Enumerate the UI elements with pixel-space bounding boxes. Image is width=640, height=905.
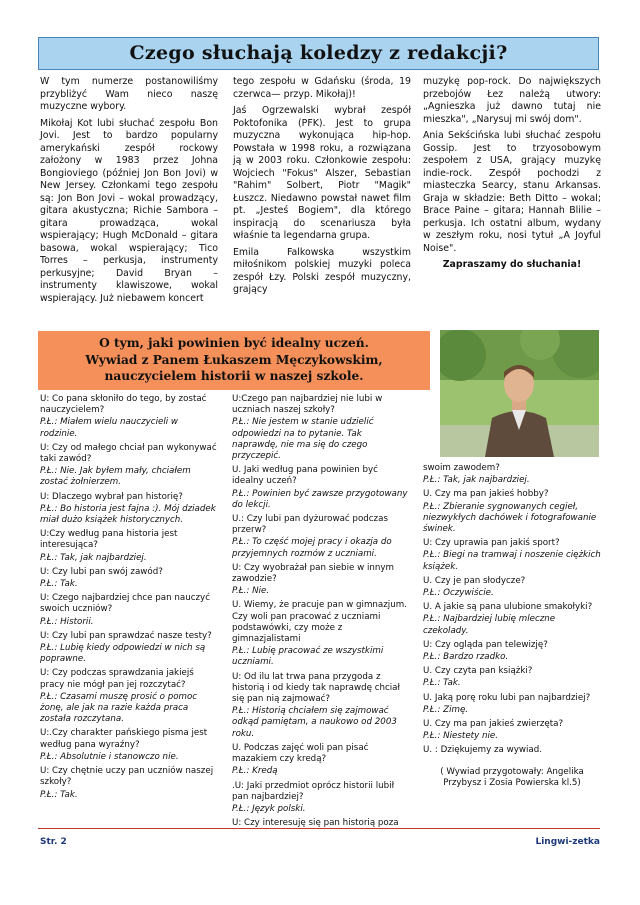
- teacher-photo-image: [440, 330, 599, 457]
- question: U:.Czy charakter pańskiego pisma jest według pana wyraźny?: [40, 728, 208, 750]
- question: U. Czy ma pan jakieś hobby?: [423, 489, 549, 500]
- closing-invitation: Zapraszamy do słuchania!: [442, 259, 582, 270]
- question: swoim zawodem?: [423, 463, 500, 473]
- answer: P.Ł.: Zimę.: [423, 704, 469, 715]
- qa-pair: [423, 666, 601, 689]
- qa-pair: [232, 465, 410, 511]
- qa-pair: [423, 576, 601, 599]
- qa-pair: [423, 745, 601, 756]
- answer: P.Ł.: Język polski.: [232, 803, 306, 814]
- qa-pair: [423, 602, 601, 637]
- qa-pair: [423, 489, 601, 535]
- answer: P.Ł.: Historią chciałem się zajmować odkąd pamiętam, a naukowo od 2003 roku.: [232, 706, 397, 739]
- interview-heading-line: nauczycielem historii w naszej szkole.: [104, 369, 364, 383]
- answer: P.Ł.: Tak, jak najbardziej.: [40, 552, 147, 563]
- qa-pair: [423, 463, 601, 486]
- question: U: Czy ogląda pan telewizję?: [423, 639, 548, 650]
- answer: P.Ł.: Najbardziej lubię mleczne czekolady.: [423, 614, 556, 636]
- answer: P.Ł.: Bardzo rzadko.: [423, 652, 509, 663]
- question: U. Jaki według pana powinien być idealny uczeń?: [232, 465, 378, 487]
- question: U: Czy interesuję się pan historią poza: [232, 818, 399, 829]
- answer: P.Ł.: Czasami muszę prosić o pomoc żonę, ale jak na razie każda praca została rozczytana.: [40, 691, 198, 725]
- article-paragraph: Jaś Ogrzewalski wybrał zespół Poktofonika (PFK). Jest to grupa muzyczna wykonująca hip-hop. Powstała w 1998 roku, a rozwiązana ją w 2003 roku. Członkowie zespołu: Wojciech "Fokus" Alszer, Sebastian "Rahim" Solbert, Piotr "Magik" Łuszcz. Niedawno powstał nawet film pt. „Jesteś Bogiem", dla którego inspiracją do scenariusza była właśnie ta legendarna grupa.: [233, 105, 411, 241]
- intro-paragraph: W tym numerze postanowiliśmy przybliżyć Wam nieco naszę muzyczne wybory.: [40, 76, 218, 112]
- answer: P.Ł.: Niestety nie.: [423, 731, 499, 742]
- article-paragraph: Emila Falkowska wszystkim miłośnikom polskiej muzyki poleca zespół Łzy. Polski zespół muzyczny, grający: [233, 246, 411, 295]
- qa-pair: [423, 693, 601, 716]
- question: U. Czy je pan słodycze?: [423, 575, 526, 586]
- question: U: Czego najbardziej chce pan nauczyć swoich uczniów?: [40, 593, 210, 615]
- question: U: Czy od małego chciał pan wykonywać taki zawód?: [40, 442, 217, 465]
- interview-column-2: [232, 394, 410, 830]
- qa-pair: [40, 631, 218, 666]
- article-column-1: [40, 76, 218, 309]
- interview-credits: ( Wywiad przygotowały: Angelika Przybysz i Zosia Powierska kl.5): [440, 766, 584, 788]
- footer-divider: [38, 828, 600, 829]
- article-paragraph: Ania Sekścińska lubi słuchać zespołu Gossip. Jest to trzyosobowym zespołem z USA, grający muzykę indie-rock. Zespół pochodzi z miasteczka Searcy, stanu Arkansas. Graja w składzie: Beth Ditto – wokal; Brace Paine – gitara; Hannah Blilie – perkusja. Ich ostatni album, wydany w zeszłym roku, nosi tytuł „A Joyful Noise".: [423, 130, 601, 254]
- question: U:Czego pan najbardziej nie lubi w uczniach naszej szkoły?: [232, 394, 383, 416]
- question: U: Czy lubi pan swój zawód?: [40, 566, 163, 577]
- interview-heading-line: Wywiad z Panem Łukaszem Męczykowskim,: [85, 352, 383, 367]
- answer: P.Ł.: Tak, jak najbardziej.: [423, 475, 530, 486]
- question: U.: Czy lubi pan dyżurować podczas przerw?: [232, 514, 388, 536]
- question: U: Od ilu lat trwa pana przygoda z historią i od kiedy tak naprawdę chciał się pan nią zajmować?: [232, 671, 400, 705]
- answer: P.Ł.: Lubię pracować ze wszystkimi uczniami.: [232, 646, 384, 668]
- qa-pair: [423, 719, 601, 742]
- interview-column-3: [423, 463, 601, 789]
- question: U: Czy chętnie uczy pan uczniów naszej szkoły?: [40, 766, 214, 788]
- interview-column-1: [40, 394, 218, 804]
- qa-pair: [232, 514, 410, 560]
- answer: P.Ł.: Miałem wielu nauczycieli w rodzinie.: [40, 417, 179, 439]
- qa-pair: [40, 593, 218, 628]
- question: U: Czy lubi pan sprawdzać nasze testy?: [40, 630, 212, 641]
- question: U: Co pana skłoniło do tego, by zostać nauczycielem?: [40, 394, 207, 416]
- article-paragraph: Mikołaj Kot lubi słuchać zespołu Bon Jovi. Jest to bardzo popularny amerykański zespół rockowy założony w 1983 przez Johna Bongioviego (później Jon Bon Jovi) w New Jersey. Członkami tego zespołu są: Jon Bon Jovi – wokal prowadzący, gitara akustyczna; Richie Sambora – gitara prowadząca, wokal wspierający; Hugh McDonald – gitara basowa, wokal wspierający; Tico Torres – perkusja, instrumenty perkusyjne; David Bryan – instrumenty klawiszowe, wokal wspierający. Już niebawem koncert: [40, 117, 218, 304]
- qa-pair: [423, 538, 601, 573]
- question: U: Dlaczego wybrał pan historię?: [40, 491, 183, 502]
- question: U. Jaką porę roku lubi pan najbardziej?: [423, 692, 591, 703]
- header-banner: [38, 37, 599, 70]
- answer: P.Ł.: Biegi na tramwaj i noszenie ciężkich książek.: [423, 550, 601, 572]
- question: U: Czy podczas sprawdzania jakiejś pracy nie mógł pan jej rozczytać?: [40, 668, 194, 690]
- qa-pair: [232, 781, 410, 816]
- page-number: Str. 2: [40, 837, 67, 847]
- question: .U: Jaki przedmiot oprócz historii lubił pan najbardziej?: [232, 780, 395, 802]
- answer: P.Ł.: To część mojej pracy i okazja do przyjemnych rozmów z uczniami.: [232, 537, 392, 559]
- qa-pair: [423, 640, 601, 663]
- question: U: Czy wyobrażał pan siebie w innym zawodzie?: [232, 562, 394, 585]
- answer: P.Ł.: Nie.: [232, 586, 270, 597]
- question: U. Czy czyta pan książki?: [423, 666, 533, 677]
- answer: P.Ł.: Powinien być zawsze przygotowany do lekcji.: [232, 488, 408, 510]
- answer: P.Ł.: Tak.: [40, 579, 78, 590]
- answer: P.Ł.: Nie jestem w stanie udzielić odpowiedzi na to pytanie. Tak naprawdę, nie ma się do czego przyczepić.: [232, 417, 374, 462]
- article-paragraph: tego zespołu w Gdańsku (środa, 19 czerwca— przyp. Mikołaj)!: [233, 76, 411, 100]
- qa-pair: [40, 567, 218, 590]
- qa-pair: [232, 600, 410, 668]
- interview-heading-box: [38, 331, 430, 390]
- qa-pair: [232, 672, 410, 740]
- article-column-2: [233, 76, 411, 301]
- qa-pair: [40, 492, 218, 527]
- teacher-photo: [440, 330, 599, 457]
- answer: P.Ł.: Tak.: [40, 789, 78, 800]
- publication-name: Lingwi-zetka: [535, 837, 600, 847]
- qa-pair: [40, 394, 218, 440]
- answer: P.Ł.: Bo historia jest fajna :). Mój dziadek miał dużo książek historycznych.: [40, 503, 216, 526]
- answer: P.Ł.: Tak.: [423, 678, 461, 689]
- question: U. : Dziękujemy za wywiad.: [423, 745, 542, 756]
- answer: P.Ł.: Lubię kiedy odpowiedzi w nich są poprawne.: [40, 643, 206, 665]
- question: U:Czy według pana historia jest interesująca?: [40, 529, 178, 551]
- interview-heading-line: O tym, jaki powinien być idealny uczeń.: [99, 336, 369, 350]
- qa-pair: [40, 728, 218, 763]
- answer: P.Ł.: Oczywiście.: [423, 588, 494, 599]
- qa-pair: [232, 743, 410, 778]
- answer: P.Ł.: Zbieranie sygnowanych cegieł, niezwykłych dachówek i fotografowanie świnek.: [423, 501, 597, 535]
- answer: P.Ł.: Kredą: [232, 766, 278, 777]
- answer: P.Ł.: Nie. Jak byłem mały, chciałem zostać żołnierzem.: [40, 466, 191, 488]
- answer: P.Ł.: Absolutnie i stanowczo nie.: [40, 751, 179, 762]
- qa-pair: [232, 394, 410, 462]
- question: U: Czy uprawia pan jakiś sport?: [423, 538, 560, 549]
- question: U. Wiemy, że pracuje pan w gimnazjum. Czy woli pan pracować z uczniami podstawówki, czy może z gimnazjalistami: [232, 600, 407, 645]
- article-paragraph: muzykę pop-rock. Do największych przebojów Łez należą utwory: „Agnieszka już dawno tutaj nie mieszka", „Narysuj mi swój dom".: [423, 76, 601, 125]
- qa-pair: [40, 766, 218, 801]
- qa-pair: [40, 443, 218, 489]
- qa-pair: [40, 529, 218, 564]
- qa-pair: [40, 668, 218, 725]
- qa-pair: [232, 563, 410, 598]
- page-title: Czego słuchają koledzy z redakcji?: [129, 42, 508, 64]
- question: U. Czy ma pan jakieś zwierzęta?: [423, 719, 564, 730]
- article-column-3: [423, 76, 601, 276]
- question: U. A jakie są pana ulubione smakołyki?: [423, 602, 593, 613]
- question: U. Podczas zajęć woli pan pisać mazakiem czy kredą?: [232, 742, 369, 765]
- answer: P.Ł.: Historii.: [40, 616, 94, 627]
